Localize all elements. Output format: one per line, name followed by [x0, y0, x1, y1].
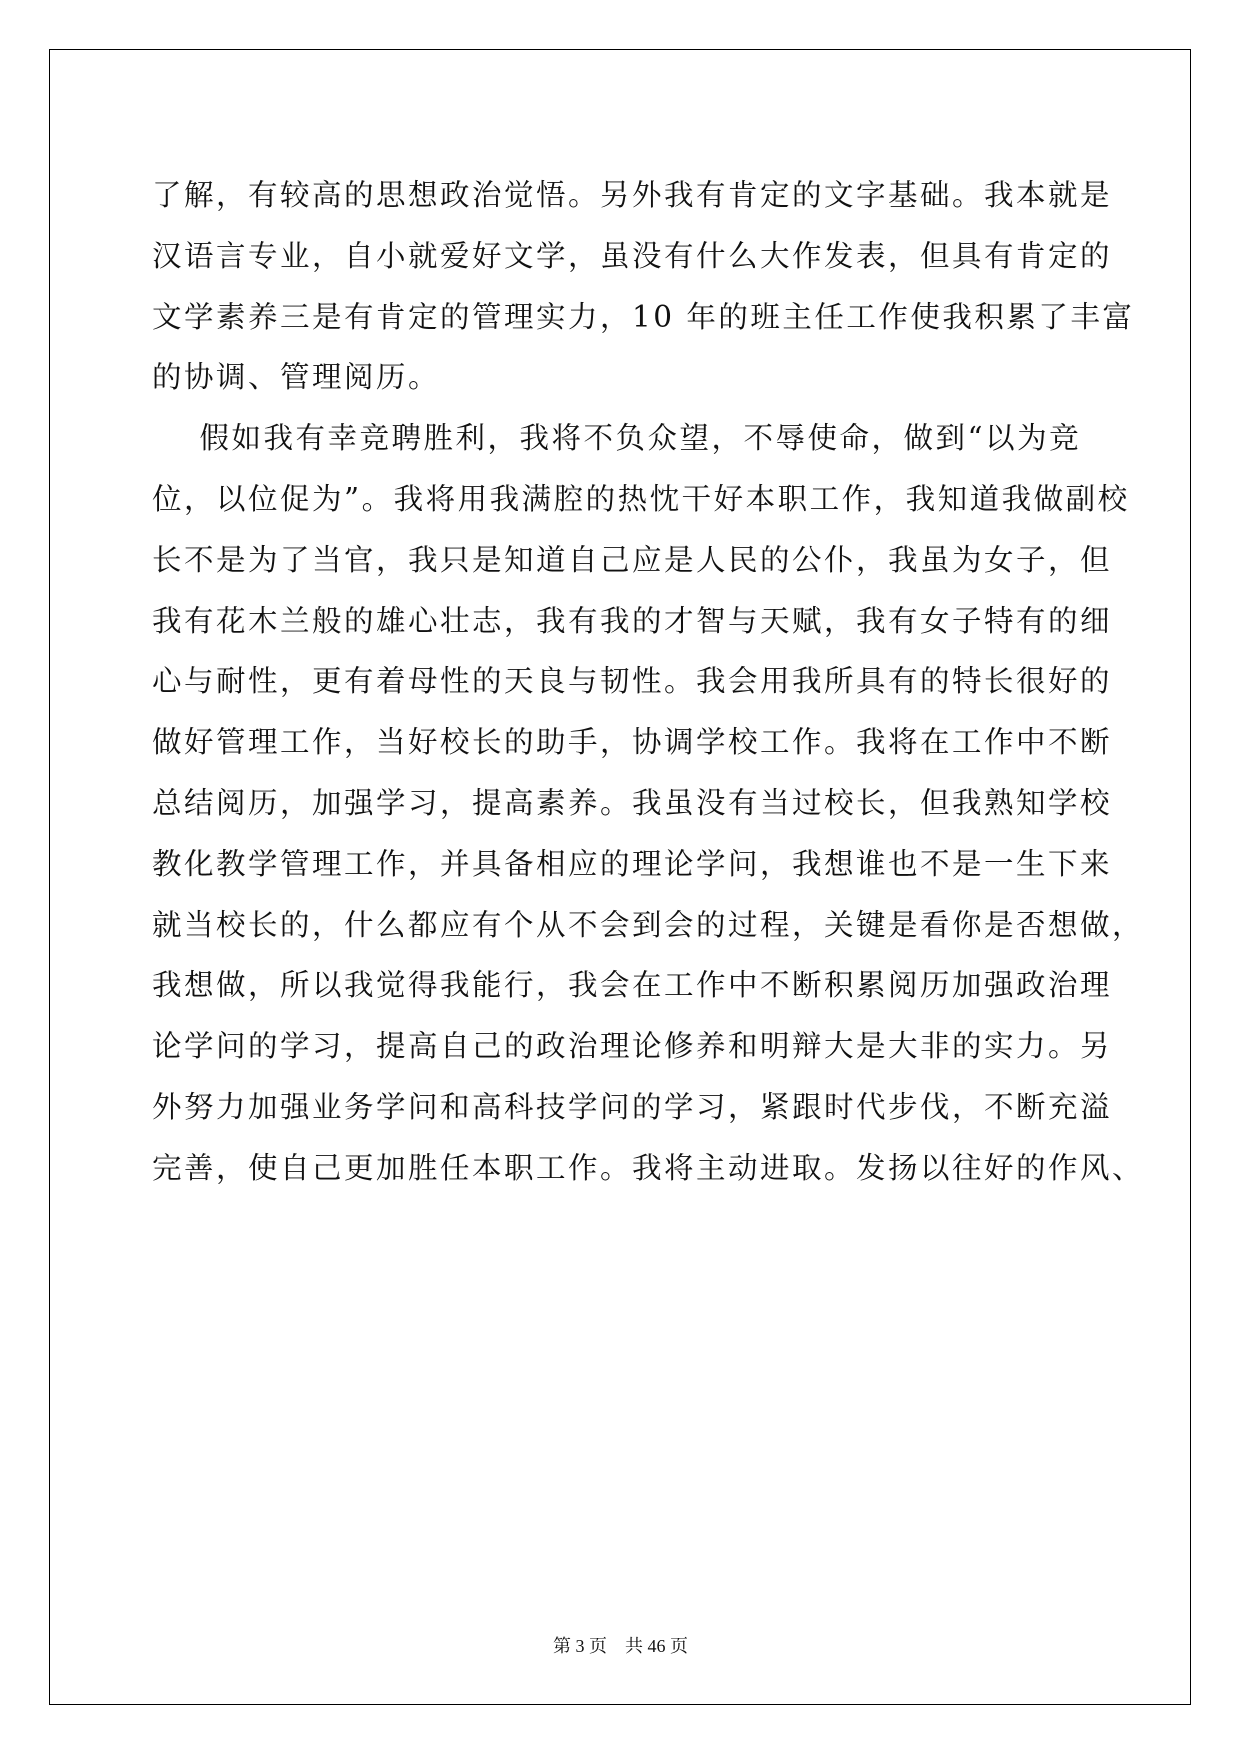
text-line: 就当校长的，什么都应有个从不会到会的过程，关键是看你是否想做， [152, 907, 1145, 942]
paragraph-start-line: 假如我有幸竞聘胜利，我将不负众望，不辱使命，做到“以为竞 [152, 421, 1082, 456]
text-line: 做好管理工作，当好校长的助手，协调学校工作。我将在工作中不断 [152, 725, 1113, 760]
text-line: 位，以位促为”。我将用我满腔的热忱干好本职工作，我知道我做副校 [152, 481, 1130, 516]
document-body [152, 165, 1145, 1199]
text-line: 我有花木兰般的雄心壮志，我有我的才智与天赋，我有女子特有的细 [152, 603, 1113, 638]
text-line: 外努力加强业务学问和高科技学问的学习，紧跟时代步伐，不断充溢 [152, 1089, 1113, 1124]
text-line: 的协调、管理阅历。 [152, 360, 441, 395]
text-line: 论学问的学习，提高自己的政治理论修养和明辩大是大非的实力。另 [152, 1029, 1113, 1064]
page-number-footer: 第 3 页 共 46 页 [553, 1636, 688, 1656]
text-line: 我想做，所以我觉得我能行，我会在工作中不断积累阅历加强政治理 [152, 968, 1113, 1003]
text-line: 汉语言专业，自小就爱好文学，虽没有什么大作发表，但具有肯定的 [152, 238, 1113, 273]
text-line: 长不是为了当官，我只是知道自己应是人民的公仆，我虽为女子，但 [152, 542, 1113, 577]
text-line: 心与耐性，更有着母性的天良与韧性。我会用我所具有的特长很好的 [152, 664, 1113, 699]
text-line: 完善，使自己更加胜任本职工作。我将主动进取。发扬以往好的作风、 [152, 1150, 1145, 1185]
text-line: 文学素养三是有肯定的管理实力，10 年的班主任工作使我积累了丰富 [152, 299, 1135, 334]
text-line: 总结阅历，加强学习，提高素养。我虽没有当过校长，但我熟知学校 [152, 785, 1113, 820]
text-line: 教化教学管理工作，并具备相应的理论学问，我想谁也不是一生下来 [152, 846, 1113, 881]
text-line: 了解，有较高的思想政治觉悟。另外我有肯定的文字基础。我本就是 [152, 178, 1113, 212]
